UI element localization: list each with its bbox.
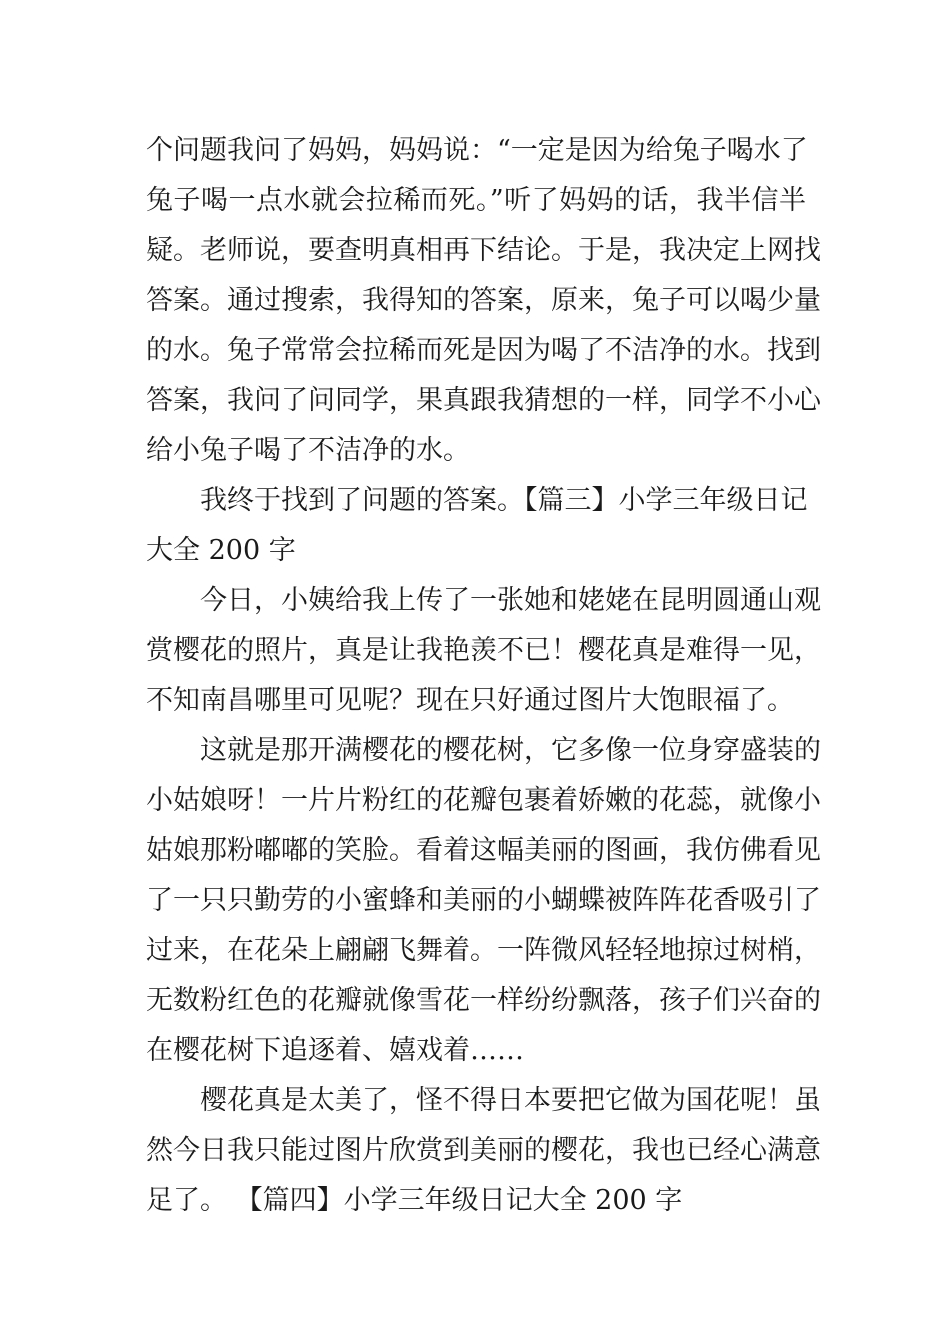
text-line: 然今日我只能过图片欣赏到美丽的樱花，我也已经心满意 — [146, 1135, 821, 1166]
text-line: 樱花真是太美了，怪不得日本要把它做为国花呢！虽 — [200, 1085, 821, 1116]
text-line: 给小兔子喝了不洁净的水。 — [146, 435, 470, 466]
text-line: 答案，我问了问同学，果真跟我猜想的一样，同学不小心 — [146, 385, 821, 416]
text-line: 姑娘那粉嘟嘟的笑脸。看着这幅美丽的图画，我仿佛看见 — [146, 835, 821, 866]
text-line: 过来，在花朵上翩翩飞舞着。一阵微风轻轻地掠过树梢， — [146, 935, 821, 966]
text-line: 足了。 【篇四】小学三年级日记大全 200 字 — [146, 1185, 683, 1216]
text-line: 的水。兔子常常会拉稀而死是因为喝了不洁净的水。找到 — [146, 335, 821, 366]
text-line: 个问题我问了妈妈，妈妈说：“一定是因为给兔子喝水了 — [146, 135, 808, 166]
document-page — [146, 126, 821, 1226]
text-line: 不知南昌哪里可见呢？现在只好通过图片大饱眼福了。 — [146, 685, 794, 716]
text-line: 答案。通过搜索，我得知的答案，原来，兔子可以喝少量 — [146, 285, 821, 316]
text-line: 赏樱花的照片，真是让我艳羡不已！樱花真是难得一见， — [146, 635, 821, 666]
text-line: 今日，小姨给我上传了一张她和姥姥在昆明圆通山观 — [200, 585, 821, 616]
text-line: 小姑娘呀！一片片粉红的花瓣包裹着娇嫩的花蕊，就像小 — [146, 785, 821, 816]
text-line: 大全 200 字 — [146, 535, 296, 566]
text-line: 无数粉红色的花瓣就像雪花一样纷纷飘落，孩子们兴奋的 — [146, 985, 821, 1016]
text-line: 这就是那开满樱花的樱花树，它多像一位身穿盛装的 — [200, 735, 821, 766]
text-line: 兔子喝一点水就会拉稀而死。”听了妈妈的话，我半信半 — [146, 185, 806, 216]
text-line: 我终于找到了问题的答案。【篇三】小学三年级日记 — [200, 485, 808, 516]
text-line: 在樱花树下追逐着、嬉戏着…… — [146, 1035, 524, 1066]
text-line: 了一只只勤劳的小蜜蜂和美丽的小蝴蝶被阵阵花香吸引了 — [146, 885, 821, 916]
text-line: 疑。老师说，要查明真相再下结论。于是，我决定上网找 — [146, 235, 821, 266]
